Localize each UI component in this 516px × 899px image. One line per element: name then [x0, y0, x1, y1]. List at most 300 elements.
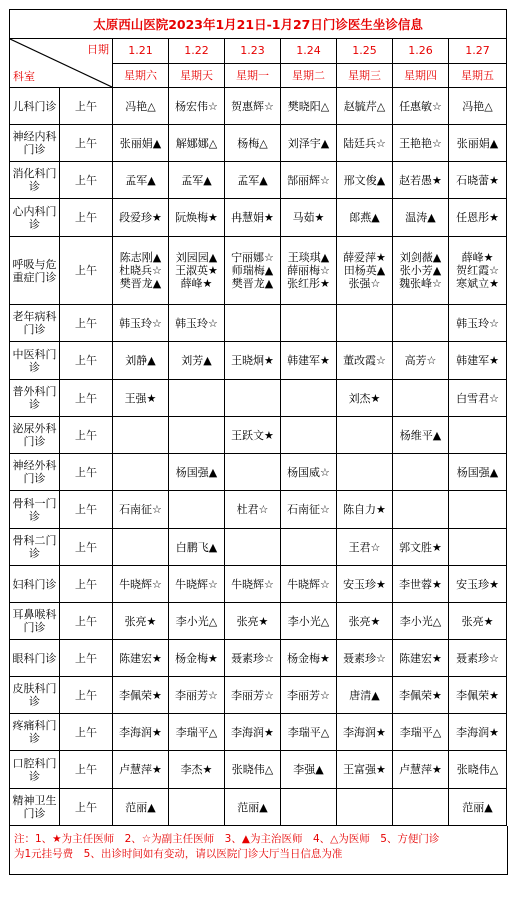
department-cell: 儿科门诊 — [10, 88, 60, 125]
table-row — [10, 603, 507, 640]
date-header: 1.26 — [393, 39, 449, 64]
doctor-name: 牛晓辉☆ — [287, 577, 330, 591]
schedule-table — [9, 9, 507, 826]
doctor-cell — [113, 162, 169, 199]
doctor-cell — [113, 88, 169, 125]
doctor-cell — [449, 751, 507, 789]
doctor-name: 韩建军★ — [287, 354, 330, 367]
table-row — [10, 417, 507, 454]
doctor-cell — [337, 566, 393, 603]
doctor-cell — [113, 603, 169, 640]
doctor-cell — [393, 751, 449, 789]
doctor-name: 王晓炯★ — [231, 354, 274, 367]
doctor-cell — [449, 491, 507, 529]
table-row — [10, 162, 507, 199]
doctor-name: 张丽娟▲ — [119, 136, 162, 150]
doctor-name: 师瑞梅▲ — [231, 264, 274, 277]
doctor-cell — [225, 199, 281, 237]
doctor-cell — [281, 125, 337, 162]
doctor-name: 薛爱萍★ — [343, 251, 386, 264]
doctor-name: 范丽▲ — [237, 800, 268, 814]
session-cell: 上午 — [60, 789, 113, 826]
doctor-cell — [225, 88, 281, 125]
doctor-cell — [169, 529, 225, 566]
doctor-cell — [113, 491, 169, 529]
doctor-name: 张亮★ — [461, 614, 494, 628]
doctor-name: 寒斌立★ — [456, 277, 499, 290]
doctor-name: 张晓伟△ — [231, 763, 274, 776]
doctor-cell — [393, 677, 449, 714]
doctor-cell — [337, 162, 393, 199]
doctor-cell — [337, 88, 393, 125]
doctor-name: 张亮★ — [348, 614, 381, 628]
doctor-cell — [393, 88, 449, 125]
doctor-name: 任惠敏☆ — [399, 99, 442, 113]
doctor-cell — [337, 342, 393, 380]
doctor-name: 王艳艳☆ — [399, 136, 442, 150]
doctor-name: 聂素珍☆ — [343, 651, 386, 665]
doctor-name: 刘芳▲ — [181, 354, 212, 367]
doctor-name: 王跃文★ — [231, 428, 274, 442]
doctor-cell — [449, 789, 507, 826]
doctor-cell — [281, 491, 337, 529]
doctor-cell — [113, 342, 169, 380]
doctor-cell — [113, 380, 169, 417]
doctor-cell — [337, 603, 393, 640]
doctor-cell — [225, 162, 281, 199]
doctor-name: 杜晓兵☆ — [119, 264, 162, 277]
doctor-cell — [393, 640, 449, 677]
doctor-name: 范丽▲ — [125, 800, 156, 814]
doctor-name: 杨国强▲ — [175, 465, 218, 479]
doctor-name: 孟军▲ — [237, 173, 268, 187]
date-header: 1.27 — [449, 39, 507, 64]
doctor-name: 张晓伟△ — [456, 763, 499, 776]
doctor-cell — [449, 640, 507, 677]
doctor-name: 李海润★ — [119, 725, 162, 739]
weekday-header: 星期二 — [281, 63, 337, 88]
doctor-name: 郜丽辉☆ — [287, 173, 330, 187]
doctor-name: 张小芳▲ — [399, 264, 442, 277]
department-cell: 中医科门诊 — [10, 342, 60, 380]
doctor-name: 石晓蕾★ — [456, 173, 499, 187]
table-row — [10, 491, 507, 529]
session-cell: 上午 — [60, 162, 113, 199]
doctor-cell — [225, 714, 281, 751]
doctor-cell — [449, 199, 507, 237]
department-cell: 精神卫生门诊 — [10, 789, 60, 826]
doctor-name: 李强▲ — [293, 763, 324, 776]
department-cell: 眼科门诊 — [10, 640, 60, 677]
table-row — [10, 677, 507, 714]
doctor-name: 樊晋龙▲ — [231, 277, 274, 290]
doctor-cell — [449, 529, 507, 566]
doctor-cell — [169, 677, 225, 714]
doctor-name: 李佩荣★ — [456, 688, 499, 702]
doctor-cell — [113, 714, 169, 751]
notes-footer — [9, 826, 508, 875]
doctor-name: 段爱珍★ — [119, 211, 162, 224]
doctor-name: 陈建宏★ — [119, 651, 162, 665]
doctor-name: 陈自力★ — [343, 503, 386, 516]
doctor-name: 魏张峰☆ — [399, 277, 442, 290]
weekday-header: 星期四 — [393, 63, 449, 88]
doctor-name: 郭文胜★ — [399, 540, 442, 554]
doctor-cell — [169, 640, 225, 677]
doctor-name: 安玉珍★ — [456, 577, 499, 591]
doctor-name: 张强☆ — [348, 277, 381, 290]
doctor-name: 董改霞☆ — [343, 354, 386, 367]
doctor-name: 李佩荣★ — [399, 688, 442, 702]
doctor-cell — [393, 714, 449, 751]
doctor-cell — [169, 199, 225, 237]
doctor-name: 温涛▲ — [405, 211, 436, 224]
doctor-name: 薛丽梅☆ — [287, 264, 330, 277]
date-header: 1.22 — [169, 39, 225, 64]
department-cell: 神经外科门诊 — [10, 454, 60, 491]
date-header: 1.25 — [337, 39, 393, 64]
doctor-cell — [169, 751, 225, 789]
doctor-cell — [225, 491, 281, 529]
doctor-cell — [281, 199, 337, 237]
doctor-name: 卢慧萍★ — [399, 763, 442, 776]
doctor-name: 卢慧萍★ — [119, 763, 162, 776]
doctor-name: 薛峰★ — [461, 251, 494, 264]
session-cell: 上午 — [60, 199, 113, 237]
doctor-name: 刘剑薇▲ — [399, 251, 442, 264]
doctor-name: 李世蓉★ — [399, 577, 442, 591]
doctor-cell — [337, 125, 393, 162]
doctor-cell — [393, 566, 449, 603]
department-cell: 皮肤科门诊 — [10, 677, 60, 714]
doctor-cell — [225, 380, 281, 417]
doctor-cell — [337, 237, 393, 305]
doctor-cell — [281, 342, 337, 380]
doctor-name: 张亮★ — [236, 614, 269, 628]
doctor-name: 韩建军★ — [456, 354, 499, 367]
weekday-header: 星期一 — [225, 63, 281, 88]
doctor-name: 李小光△ — [399, 614, 442, 628]
doctor-cell — [449, 454, 507, 491]
doctor-cell — [337, 454, 393, 491]
doctor-cell — [225, 566, 281, 603]
doctor-name: 牛晓辉☆ — [119, 577, 162, 591]
table-row — [10, 566, 507, 603]
doctor-name: 陈建宏★ — [399, 651, 442, 665]
doctor-name: 韩玉玲☆ — [456, 316, 499, 330]
session-cell: 上午 — [60, 714, 113, 751]
doctor-name: 王琰琪▲ — [287, 251, 330, 264]
doctor-cell — [281, 566, 337, 603]
doctor-cell — [449, 162, 507, 199]
doctor-name: 冯艳△ — [462, 99, 493, 113]
doctor-cell — [337, 640, 393, 677]
schedule-sheet — [9, 9, 506, 875]
session-cell: 上午 — [60, 305, 113, 342]
doctor-name: 李丽芳☆ — [231, 688, 274, 702]
doctor-name: 白雪君☆ — [456, 391, 499, 405]
doctor-cell — [281, 380, 337, 417]
doctor-name: 唐清▲ — [349, 688, 380, 702]
doctor-cell — [113, 454, 169, 491]
weekday-header: 星期天 — [169, 63, 225, 88]
doctor-cell — [281, 751, 337, 789]
doctor-cell — [225, 454, 281, 491]
doctor-cell — [169, 491, 225, 529]
department-cell: 神经内科门诊 — [10, 125, 60, 162]
doctor-cell — [449, 677, 507, 714]
department-cell: 妇科门诊 — [10, 566, 60, 603]
notes-line-2: 为1元挂号费 5、出诊时间如有变动，请以医院门诊大厅当日信息为准 — [14, 848, 343, 860]
doctor-cell — [169, 417, 225, 454]
doctor-name: 杨宏伟☆ — [175, 99, 218, 113]
doctor-cell — [225, 789, 281, 826]
doctor-name: 陆廷兵☆ — [343, 136, 386, 150]
doctor-name: 贺红霞☆ — [456, 264, 499, 277]
corner-dept-label: 科室 — [13, 70, 35, 83]
session-cell: 上午 — [60, 491, 113, 529]
doctor-name: 石南征☆ — [119, 503, 162, 516]
doctor-name: 杨金梅★ — [287, 651, 330, 665]
doctor-name: 韩玉玲☆ — [175, 316, 218, 330]
doctor-name: 李海润★ — [231, 725, 274, 739]
doctor-cell — [449, 237, 507, 305]
doctor-cell — [393, 603, 449, 640]
doctor-name: 马茹★ — [292, 211, 325, 224]
doctor-cell — [225, 342, 281, 380]
doctor-name: 李小光△ — [175, 614, 218, 628]
department-cell: 消化科门诊 — [10, 162, 60, 199]
corner-date-label: 日期 — [87, 43, 109, 56]
session-cell: 上午 — [60, 603, 113, 640]
doctor-cell — [281, 789, 337, 826]
doctor-cell — [169, 380, 225, 417]
department-cell: 骨科二门诊 — [10, 529, 60, 566]
doctor-cell — [449, 305, 507, 342]
session-cell: 上午 — [60, 677, 113, 714]
doctor-name: 杨金梅★ — [175, 651, 218, 665]
doctor-name: 安玉珍★ — [343, 577, 386, 591]
doctor-name: 田杨英▲ — [343, 264, 386, 277]
doctor-cell — [393, 529, 449, 566]
doctor-cell — [449, 417, 507, 454]
page-title: 太原西山医院2023年1月21日-1月27日门诊医生坐诊信息 — [10, 10, 507, 39]
doctor-name: 薛峰★ — [180, 277, 213, 290]
session-cell: 上午 — [60, 454, 113, 491]
doctor-cell — [337, 491, 393, 529]
doctor-cell — [449, 566, 507, 603]
doctor-cell — [337, 751, 393, 789]
doctor-name: 牛晓辉☆ — [231, 577, 274, 591]
doctor-name: 王强★ — [124, 391, 157, 405]
doctor-cell — [225, 529, 281, 566]
doctor-name: 聂素珍☆ — [231, 651, 274, 665]
table-row — [10, 125, 507, 162]
doctor-name: 刘静▲ — [125, 354, 156, 367]
table-row — [10, 454, 507, 491]
department-cell: 泌尿外科门诊 — [10, 417, 60, 454]
doctor-name: 杨国威☆ — [287, 465, 330, 479]
table-row — [10, 342, 507, 380]
doctor-cell — [169, 237, 225, 305]
table-row — [10, 237, 507, 305]
doctor-cell — [281, 305, 337, 342]
doctor-cell — [449, 714, 507, 751]
doctor-cell — [393, 305, 449, 342]
table-row — [10, 88, 507, 125]
session-cell: 上午 — [60, 342, 113, 380]
doctor-cell — [393, 125, 449, 162]
doctor-name: 张红彤★ — [287, 277, 330, 290]
doctor-cell — [393, 417, 449, 454]
doctor-cell — [337, 789, 393, 826]
doctor-cell — [225, 751, 281, 789]
table-row — [10, 640, 507, 677]
department-cell: 心内科门诊 — [10, 199, 60, 237]
doctor-name: 张丽娟▲ — [456, 136, 499, 150]
doctor-name: 孟军▲ — [181, 173, 212, 187]
doctor-name: 刘泽宇▲ — [287, 136, 330, 150]
doctor-cell — [337, 199, 393, 237]
department-cell: 普外科门诊 — [10, 380, 60, 417]
doctor-cell — [113, 529, 169, 566]
doctor-cell — [113, 237, 169, 305]
doctor-name: 冯艳△ — [125, 99, 156, 113]
doctor-name: 赵毓芹△ — [343, 99, 386, 113]
doctor-cell — [113, 751, 169, 789]
doctor-name: 李瑞平△ — [399, 725, 442, 739]
doctor-cell — [393, 199, 449, 237]
doctor-name: 孟军▲ — [125, 173, 156, 187]
doctor-name: 高芳☆ — [404, 354, 437, 367]
doctor-cell — [281, 714, 337, 751]
doctor-cell — [281, 162, 337, 199]
doctor-cell — [393, 491, 449, 529]
doctor-name: 刘杰★ — [348, 391, 381, 405]
doctor-name: 杨国强▲ — [456, 465, 499, 479]
session-cell: 上午 — [60, 751, 113, 789]
doctor-cell — [169, 305, 225, 342]
doctor-name: 邢文俊▲ — [343, 173, 386, 187]
doctor-cell — [169, 566, 225, 603]
session-cell: 上午 — [60, 237, 113, 305]
doctor-cell — [449, 380, 507, 417]
doctor-name: 王淑英★ — [175, 264, 218, 277]
doctor-name: 贺惠辉☆ — [231, 99, 274, 113]
table-row — [10, 789, 507, 826]
weekday-header: 星期六 — [113, 63, 169, 88]
doctor-cell — [225, 677, 281, 714]
doctor-cell — [225, 603, 281, 640]
doctor-name: 樊晓阳△ — [287, 99, 330, 113]
date-header: 1.23 — [225, 39, 281, 64]
doctor-name: 李佩荣★ — [119, 688, 162, 702]
session-cell: 上午 — [60, 417, 113, 454]
doctor-name: 李海润★ — [343, 725, 386, 739]
doctor-cell — [225, 640, 281, 677]
table-row — [10, 305, 507, 342]
doctor-cell — [337, 305, 393, 342]
doctor-cell — [113, 305, 169, 342]
doctor-name: 杜君☆ — [236, 503, 269, 516]
doctor-cell — [113, 789, 169, 826]
doctor-cell — [169, 789, 225, 826]
notes-line-1: 注：1、★为主任医师 2、☆为副主任医师 3、▲为主治医师 4、△为医师 5、方便门诊 — [14, 833, 440, 845]
session-cell: 上午 — [60, 125, 113, 162]
doctor-cell — [169, 714, 225, 751]
doctor-cell — [449, 125, 507, 162]
doctor-name: 李瑞平△ — [287, 725, 330, 739]
doctor-cell — [281, 88, 337, 125]
department-cell: 呼吸与危重症门诊 — [10, 237, 60, 305]
doctor-name: 宁丽娜☆ — [231, 251, 274, 264]
doctor-cell — [393, 237, 449, 305]
doctor-cell — [449, 603, 507, 640]
doctor-cell — [281, 603, 337, 640]
department-cell: 骨科一门诊 — [10, 491, 60, 529]
doctor-name: 王富强★ — [343, 763, 386, 776]
doctor-cell — [449, 342, 507, 380]
doctor-cell — [337, 677, 393, 714]
table-row — [10, 714, 507, 751]
doctor-name: 杨梅△ — [237, 136, 268, 150]
doctor-cell — [225, 417, 281, 454]
doctor-name: 范丽▲ — [462, 800, 493, 814]
department-cell: 老年病科门诊 — [10, 305, 60, 342]
date-header: 1.24 — [281, 39, 337, 64]
doctor-cell — [169, 125, 225, 162]
doctor-name: 阮焕梅★ — [175, 211, 218, 224]
doctor-name: 陈志刚▲ — [119, 251, 162, 264]
doctor-name: 石南征☆ — [287, 503, 330, 516]
date-header: 1.21 — [113, 39, 169, 64]
table-corner — [10, 39, 113, 88]
session-cell: 上午 — [60, 529, 113, 566]
doctor-name: 刘园园▲ — [175, 251, 218, 264]
doctor-name: 韩玉玲☆ — [119, 316, 162, 330]
doctor-name: 李丽芳☆ — [175, 688, 218, 702]
doctor-name: 李杰★ — [180, 763, 213, 776]
doctor-cell — [113, 417, 169, 454]
doctor-cell — [393, 162, 449, 199]
session-cell: 上午 — [60, 566, 113, 603]
session-cell: 上午 — [60, 88, 113, 125]
doctor-name: 樊晋龙▲ — [119, 277, 162, 290]
session-cell: 上午 — [60, 640, 113, 677]
doctor-cell — [281, 529, 337, 566]
doctor-cell — [169, 162, 225, 199]
doctor-cell — [169, 603, 225, 640]
table-row — [10, 751, 507, 789]
doctor-cell — [225, 125, 281, 162]
doctor-cell — [393, 342, 449, 380]
doctor-name: 张亮★ — [124, 614, 157, 628]
weekday-header: 星期三 — [337, 63, 393, 88]
doctor-cell — [113, 125, 169, 162]
doctor-name: 李丽芳☆ — [287, 688, 330, 702]
doctor-name: 解娜娜△ — [175, 136, 218, 150]
doctor-name: 赵若愚★ — [399, 173, 442, 187]
department-cell: 口腔科门诊 — [10, 751, 60, 789]
table-row — [10, 529, 507, 566]
doctor-name: 牛晓辉☆ — [175, 577, 218, 591]
doctor-cell — [113, 566, 169, 603]
doctor-cell — [337, 380, 393, 417]
doctor-name: 冉慧娟★ — [231, 211, 274, 224]
doctor-cell — [337, 714, 393, 751]
doctor-cell — [113, 199, 169, 237]
doctor-name: 李小光△ — [287, 614, 330, 628]
